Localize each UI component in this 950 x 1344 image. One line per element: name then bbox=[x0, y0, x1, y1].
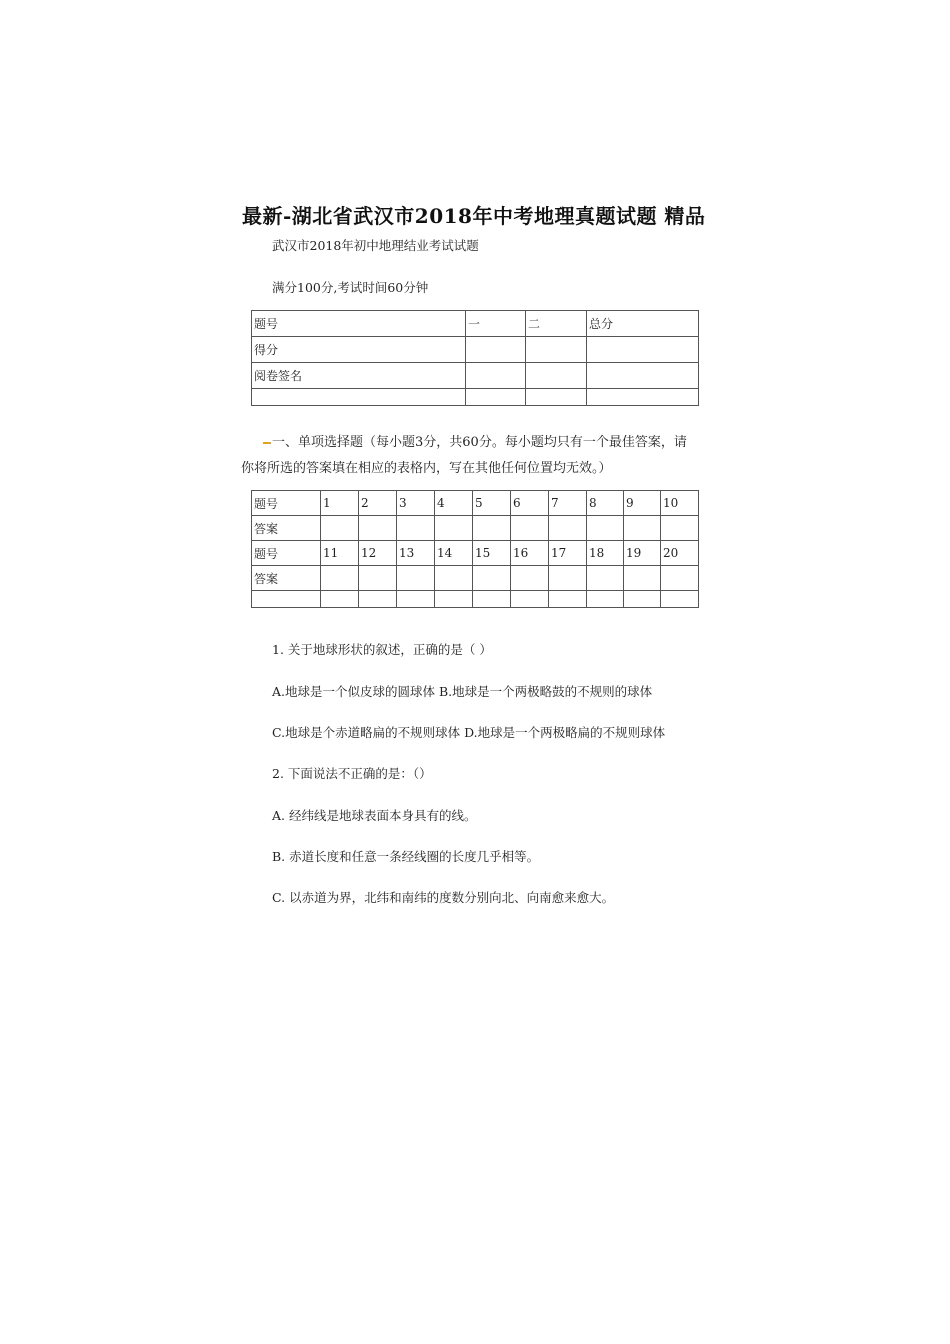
table-cell bbox=[549, 566, 587, 591]
page-title: 最新-湖北省武汉市2018年中考地理真题试题 精品 bbox=[242, 204, 706, 228]
table-cell bbox=[397, 516, 435, 541]
table-cell: 12 bbox=[359, 541, 397, 566]
exam-meta: 满分100分,考试时间60分钟 bbox=[272, 280, 429, 295]
table-row bbox=[252, 516, 699, 541]
section-1-line bbox=[241, 430, 701, 456]
table-cell bbox=[511, 591, 549, 608]
table-row bbox=[252, 591, 699, 608]
table-cell bbox=[435, 566, 473, 591]
table-cell bbox=[587, 591, 624, 608]
question-2-stem: 2. 下面说法不正确的是：（） bbox=[272, 766, 432, 781]
table-cell bbox=[526, 389, 587, 406]
table-cell bbox=[359, 516, 397, 541]
table-cell: 20 bbox=[661, 541, 699, 566]
table-cell: 8 bbox=[587, 491, 624, 516]
question-1-options-ab: A.地球是一个似皮球的圆球体 B.地球是一个两极略鼓的不规则的球体 bbox=[272, 684, 653, 699]
table-cell: 18 bbox=[587, 541, 624, 566]
table-row bbox=[252, 491, 699, 516]
table-row bbox=[252, 541, 699, 566]
table-cell bbox=[549, 516, 587, 541]
exam-subtitle: 武汉市2018年初中地理结业考试试题 bbox=[272, 238, 479, 253]
table-cell: 阅卷签名 bbox=[252, 363, 466, 389]
question-1-options-cd: C.地球是个赤道略扁的不规则球体 D.地球是一个两极略扁的不规则球体 bbox=[272, 725, 666, 740]
table-cell: 一 bbox=[466, 311, 526, 337]
table-cell: 14 bbox=[435, 541, 473, 566]
table-cell: 10 bbox=[661, 491, 699, 516]
table-cell bbox=[661, 566, 699, 591]
question-2-option-c: C. 以赤道为界，北纬和南纬的度数分别向北、向南愈来愈大。 bbox=[272, 890, 615, 905]
table-cell bbox=[511, 566, 549, 591]
table-cell bbox=[359, 591, 397, 608]
table-cell bbox=[321, 516, 359, 541]
table-row bbox=[252, 363, 699, 389]
section-1-line: 你将所选的答案填在相应的表格内，写在其他任何位置均无效。） bbox=[241, 461, 612, 476]
table-cell: 1 bbox=[321, 491, 359, 516]
table-cell bbox=[526, 337, 587, 363]
table-cell bbox=[661, 591, 699, 608]
table-cell: 7 bbox=[549, 491, 587, 516]
table-cell bbox=[435, 516, 473, 541]
score-table bbox=[251, 310, 699, 406]
table-cell: 3 bbox=[397, 491, 435, 516]
table-cell bbox=[661, 516, 699, 541]
table-cell: 2 bbox=[359, 491, 397, 516]
table-cell bbox=[359, 566, 397, 591]
table-cell: 11 bbox=[321, 541, 359, 566]
table-cell: 19 bbox=[624, 541, 661, 566]
table-cell: 答案 bbox=[252, 516, 321, 541]
table-cell bbox=[252, 591, 321, 608]
table-cell: 得分 bbox=[252, 337, 466, 363]
table-cell bbox=[526, 363, 587, 389]
table-cell bbox=[624, 591, 661, 608]
table-cell bbox=[321, 591, 359, 608]
table-cell bbox=[587, 566, 624, 591]
table-cell: 6 bbox=[511, 491, 549, 516]
table-cell: 13 bbox=[397, 541, 435, 566]
table-cell: 5 bbox=[473, 491, 511, 516]
table-cell: 9 bbox=[624, 491, 661, 516]
table-cell bbox=[473, 591, 511, 608]
table-cell bbox=[321, 566, 359, 591]
table-cell: 15 bbox=[473, 541, 511, 566]
section-1-heading bbox=[241, 430, 701, 482]
table-cell: 答案 bbox=[252, 566, 321, 591]
table-cell bbox=[397, 591, 435, 608]
table-cell: 题号 bbox=[252, 541, 321, 566]
table-row bbox=[252, 337, 699, 363]
question-2-option-a: A. 经纬线是地球表面本身具有的线。 bbox=[272, 808, 477, 823]
table-cell: 二 bbox=[526, 311, 587, 337]
table-cell: 题号 bbox=[252, 311, 466, 337]
table-cell bbox=[624, 516, 661, 541]
table-cell bbox=[473, 566, 511, 591]
section-1-text: 一、单项选择题（每小题3分，共60分。每小题均只有一个最佳答案，请 bbox=[272, 435, 687, 450]
table-cell bbox=[624, 566, 661, 591]
table-row bbox=[252, 566, 699, 591]
table-cell bbox=[397, 566, 435, 591]
table-cell bbox=[587, 363, 699, 389]
table-cell bbox=[466, 389, 526, 406]
table-cell bbox=[511, 516, 549, 541]
table-row bbox=[252, 389, 699, 406]
table-cell: 16 bbox=[511, 541, 549, 566]
table-cell: 总分 bbox=[587, 311, 699, 337]
table-cell bbox=[252, 389, 466, 406]
question-1-stem: 1. 关于地球形状的叙述，正确的是（ ） bbox=[272, 642, 492, 657]
question-2-option-b: B. 赤道长度和任意一条经线圈的长度几乎相等。 bbox=[272, 849, 540, 864]
table-cell bbox=[466, 363, 526, 389]
table-cell bbox=[587, 389, 699, 406]
table-cell bbox=[435, 591, 473, 608]
highlight-mark bbox=[263, 442, 271, 444]
table-cell bbox=[587, 337, 699, 363]
table-cell: 题号 bbox=[252, 491, 321, 516]
table-cell bbox=[473, 516, 511, 541]
table-cell bbox=[549, 591, 587, 608]
table-cell: 4 bbox=[435, 491, 473, 516]
table-cell: 17 bbox=[549, 541, 587, 566]
table-row bbox=[252, 311, 699, 337]
table-cell bbox=[587, 516, 624, 541]
answer-table bbox=[251, 490, 699, 608]
table-cell bbox=[466, 337, 526, 363]
